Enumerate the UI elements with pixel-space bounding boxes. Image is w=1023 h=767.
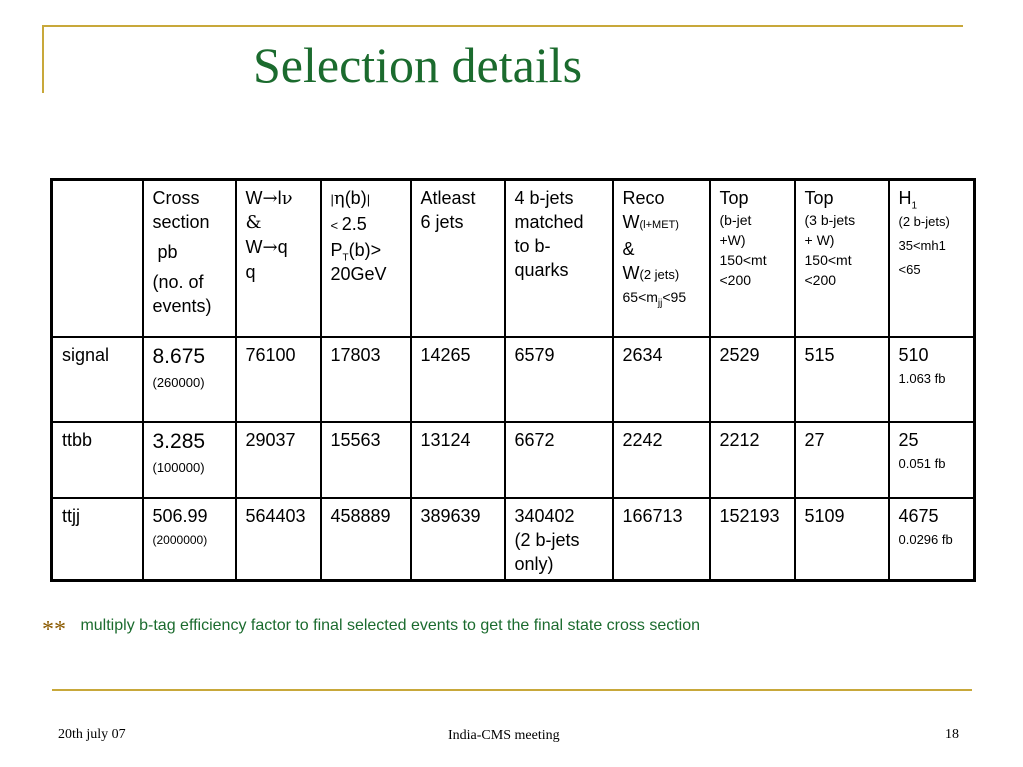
value-cell: 389639 bbox=[411, 498, 505, 581]
header-row bbox=[52, 180, 975, 338]
top-rule bbox=[42, 25, 963, 27]
eta-symbol: η bbox=[333, 188, 345, 209]
value-cell: 515 bbox=[795, 337, 889, 422]
table-row bbox=[52, 498, 975, 581]
arrow-icon: → bbox=[262, 188, 278, 209]
row-label: signal bbox=[52, 337, 143, 422]
value-cell: 2529 bbox=[710, 337, 795, 422]
value-cell: 2634 bbox=[613, 337, 710, 422]
value-cell: 6579 bbox=[505, 337, 613, 422]
left-rule bbox=[42, 25, 44, 93]
value-cell: 2242 bbox=[613, 422, 710, 498]
table-row bbox=[52, 337, 975, 422]
header-reco-w: Reco W(l+MET) & W(2 jets) $65<m_{jj}<95$ bbox=[613, 180, 710, 338]
value-cell: 27 bbox=[795, 422, 889, 498]
value-cell: 17803 bbox=[321, 337, 411, 422]
bottom-rule bbox=[52, 689, 972, 691]
arrow-icon: → bbox=[262, 237, 278, 258]
cross-section-cell: 3.285 (100000) bbox=[143, 422, 236, 498]
header-h1: $H_1$ (2 b-jets) 35<mh1 <65 bbox=[889, 180, 975, 338]
cross-section-cell: 8.675 (260000) bbox=[143, 337, 236, 422]
header-cross-section: Cross section pb (no. of events) bbox=[143, 180, 236, 338]
footer-meeting: India-CMS meeting bbox=[448, 728, 560, 743]
value-cell: 76100 bbox=[236, 337, 321, 422]
nu-symbol: ν bbox=[281, 188, 293, 209]
value-cell: 2212 bbox=[710, 422, 795, 498]
value-cell: 29037 bbox=[236, 422, 321, 498]
value-cell: 13124 bbox=[411, 422, 505, 498]
header-eta-pt: |η(b)| < 2.5 $P_T(b)>$ 20GeV bbox=[321, 180, 411, 338]
cross-section-cell: 506.99 (2000000) bbox=[143, 498, 236, 581]
value-cell: 458889 bbox=[321, 498, 411, 581]
value-cell: 166713 bbox=[613, 498, 710, 581]
header-atleast-6-jets: Atleast 6 jets bbox=[411, 180, 505, 338]
value-cell: 6672 bbox=[505, 422, 613, 498]
table-row bbox=[52, 422, 975, 498]
selection-table bbox=[50, 178, 976, 582]
value-cell: 5109 bbox=[795, 498, 889, 581]
final-cell: 510 1.063 fb bbox=[889, 337, 975, 422]
footer-date: 20th july 07 bbox=[58, 727, 126, 742]
value-cell: 340402 (2 b-jets only) bbox=[505, 498, 613, 581]
header-w-decay: W→lν & W→q q bbox=[236, 180, 321, 338]
slide-title: Selection details bbox=[253, 37, 583, 93]
value-cell: 152193 bbox=[710, 498, 795, 581]
footnote-marker: ** bbox=[42, 617, 66, 643]
corner-cell bbox=[52, 180, 143, 338]
value-cell: 14265 bbox=[411, 337, 505, 422]
header-top-3bjets-w: Top (3 b-jets + W) 150<mt <200 bbox=[795, 180, 889, 338]
header-4-bjets: 4 b-jets matched to b- quarks bbox=[505, 180, 613, 338]
footnote-text: multiply b-tag efficiency factor to final selected events to get the final state cross section bbox=[80, 617, 701, 634]
row-label: ttbb bbox=[52, 422, 143, 498]
footnote bbox=[42, 617, 700, 644]
row-label: ttjj bbox=[52, 498, 143, 581]
footer-page-number: 18 bbox=[945, 727, 959, 742]
value-cell: 564403 bbox=[236, 498, 321, 581]
final-cell: 4675 0.0296 fb bbox=[889, 498, 975, 581]
value-cell: 15563 bbox=[321, 422, 411, 498]
final-cell: 25 0.051 fb bbox=[889, 422, 975, 498]
header-top-bjet-w: Top (b-jet +W) 150<mt <200 bbox=[710, 180, 795, 338]
